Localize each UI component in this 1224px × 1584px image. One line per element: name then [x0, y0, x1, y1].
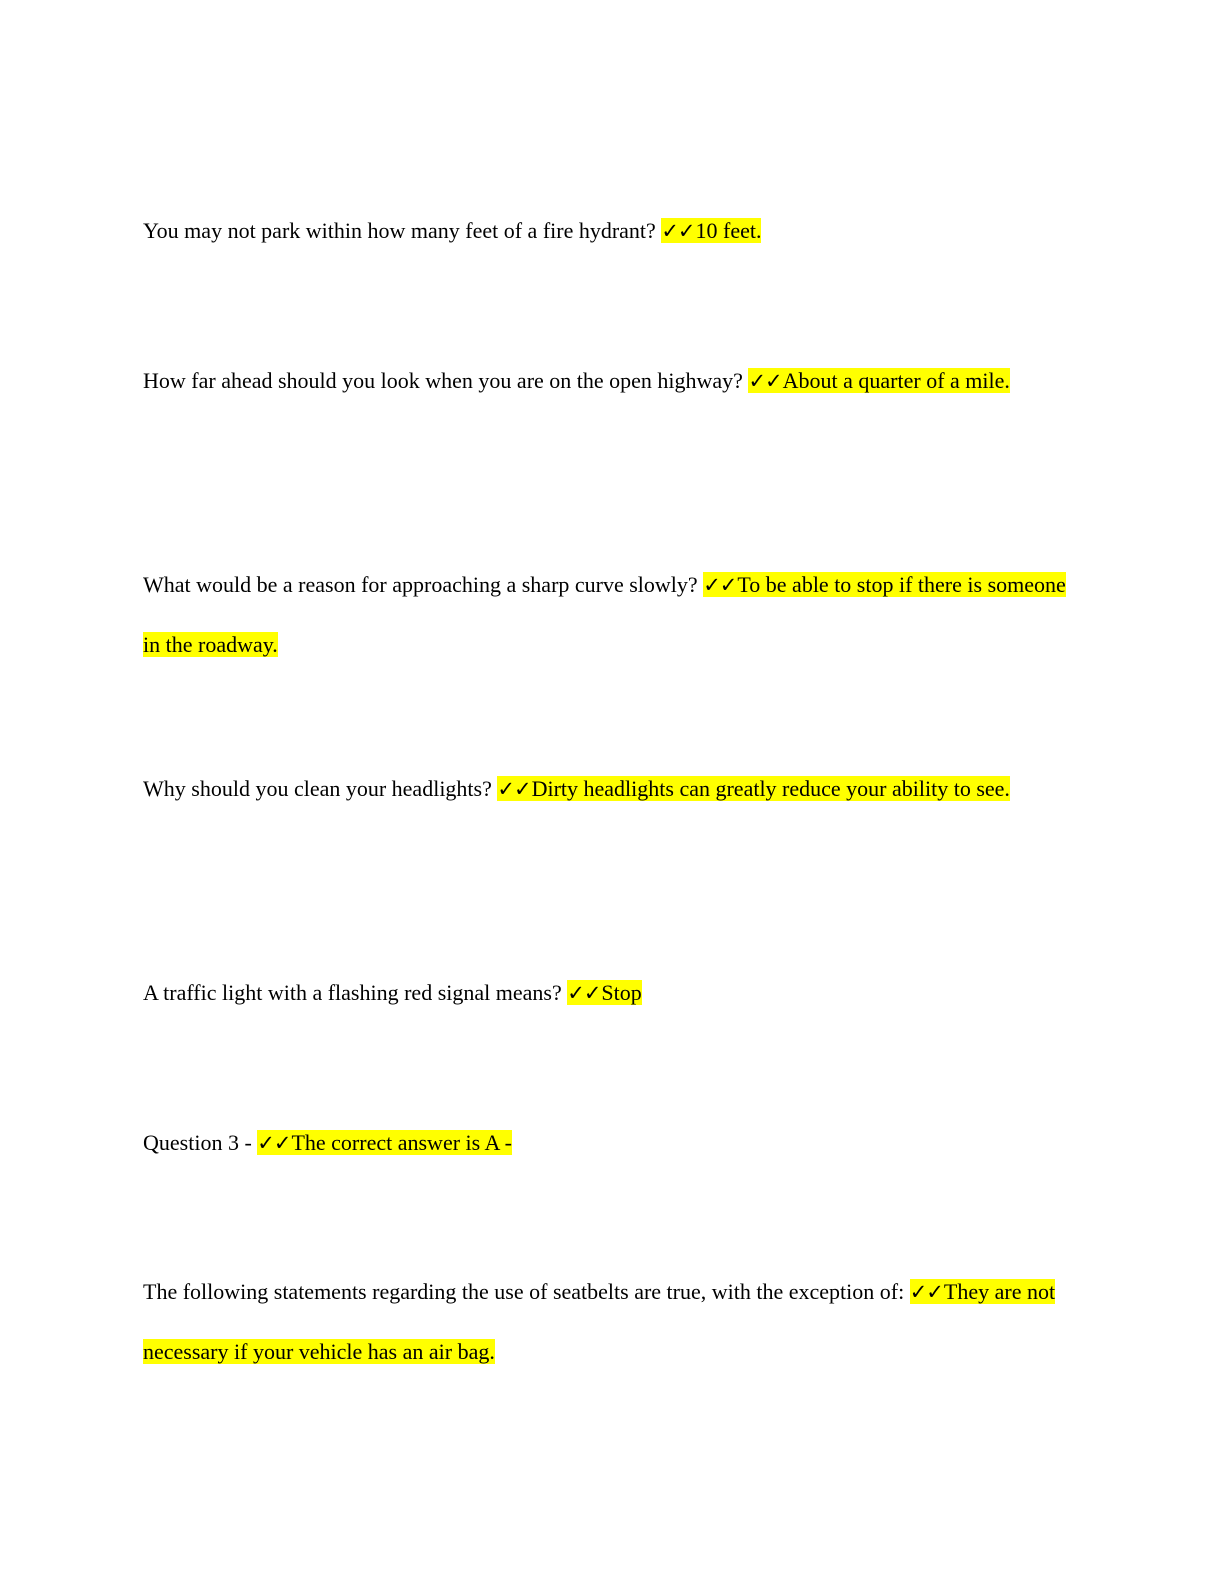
qa-item — [143, 1262, 1073, 1381]
check-icon: ✓✓ — [703, 573, 737, 597]
question-text: How far ahead should you look when you are on the open highway? — [143, 368, 743, 393]
answer-text: Stop — [601, 980, 642, 1005]
check-icon: ✓✓ — [748, 369, 782, 393]
check-icon: ✓✓ — [567, 981, 601, 1005]
answer-highlight — [661, 218, 761, 243]
answer-text: To be able to stop if there is someone in the roadway. — [143, 572, 1066, 657]
question-text: Question 3 - — [143, 1130, 252, 1155]
question-text: The following statements regarding the use of seatbelts are true, with the exception of: — [143, 1279, 905, 1304]
question-text: What would be a reason for approaching a sharp curve slowly? — [143, 572, 698, 597]
qa-item — [143, 963, 1073, 1023]
answer-text: About a quarter of a mile. — [782, 368, 1010, 393]
check-icon: ✓✓ — [257, 1131, 291, 1155]
answer-highlight — [257, 1130, 512, 1155]
question-text: A traffic light with a flashing red signal means? — [143, 980, 562, 1005]
answer-text: Dirty headlights can greatly reduce your ability to see. — [531, 776, 1010, 801]
qa-item — [143, 1113, 1073, 1173]
answer-text: 10 feet. — [695, 218, 762, 243]
answer-highlight — [497, 776, 1010, 801]
answer-text: They are not necessary if your vehicle has an air bag. — [143, 1279, 1056, 1364]
qa-item — [143, 759, 1073, 819]
question-text: You may not park within how many feet of a fire hydrant? — [143, 218, 656, 243]
answer-text: The correct answer is A - — [291, 1130, 512, 1155]
qa-item — [143, 555, 1073, 674]
answer-highlight — [567, 980, 642, 1005]
check-icon: ✓✓ — [661, 219, 695, 243]
check-icon: ✓✓ — [909, 1280, 943, 1304]
qa-item — [143, 201, 1073, 261]
answer-highlight — [748, 368, 1009, 393]
check-icon: ✓✓ — [497, 777, 531, 801]
question-text: Why should you clean your headlights? — [143, 776, 492, 801]
qa-item — [143, 351, 1073, 411]
